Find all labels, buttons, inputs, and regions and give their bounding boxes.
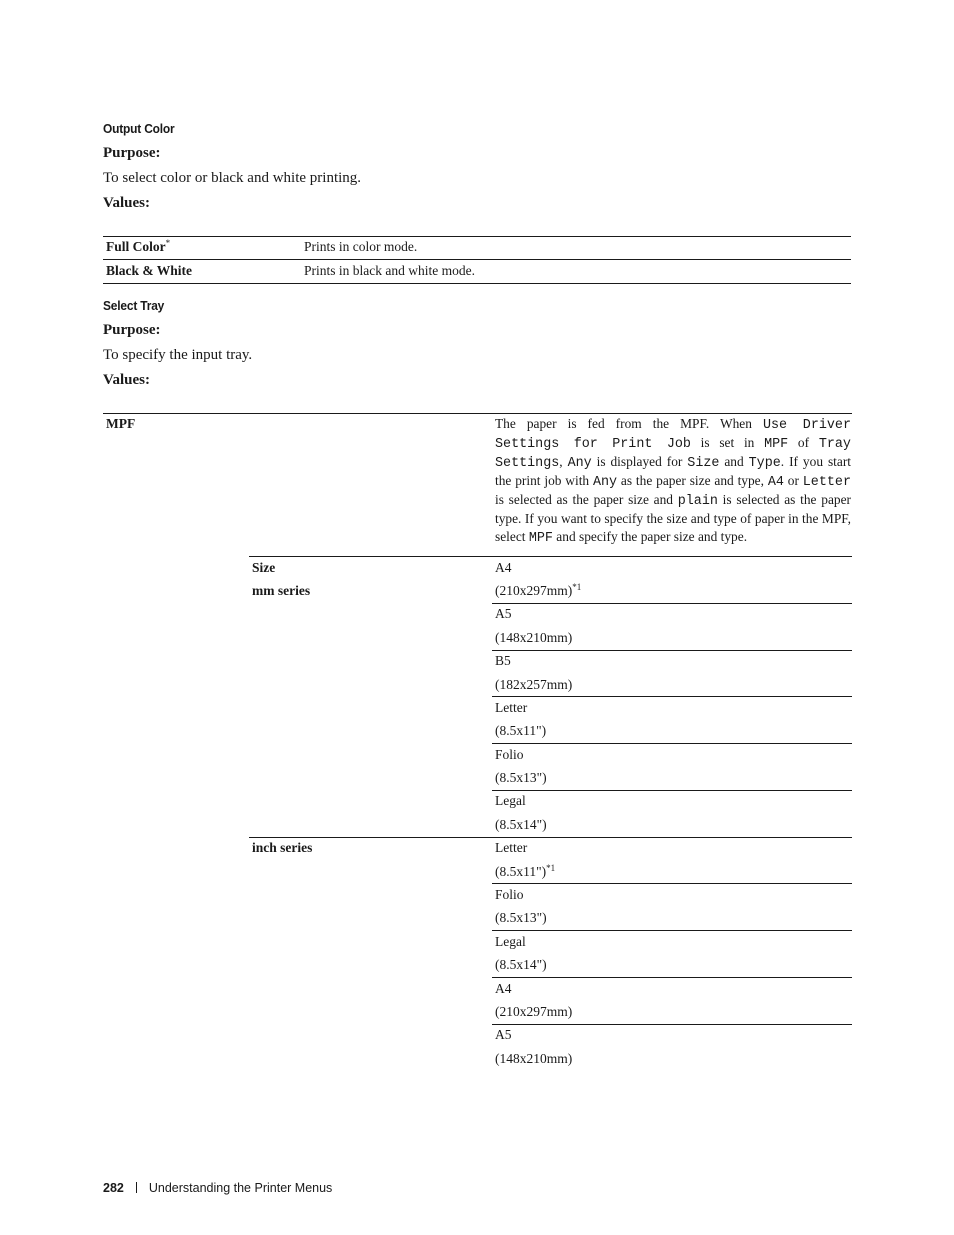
- size-option-name: A4: [495, 560, 512, 575]
- size-option-name: Legal: [495, 934, 526, 949]
- size-option-dimensions: (182x257mm): [495, 677, 573, 692]
- table-rule: [492, 696, 852, 697]
- size-option-name: Folio: [495, 747, 524, 762]
- size-option-dimensions: $(210x297mm)^{*1}$: [495, 582, 582, 598]
- table-rule: [492, 1024, 852, 1025]
- purpose-label: Purpose:: [103, 145, 161, 161]
- size-option-dimensions: (8.5x11")$^{*1}$: [495, 863, 556, 879]
- table-rule: [492, 883, 852, 884]
- size-option-dimensions: (8.5x13"): [495, 910, 547, 925]
- table-rule: [103, 413, 852, 414]
- size-option-name: A5: [495, 606, 512, 621]
- values-label: Values:: [103, 195, 150, 211]
- size-option-name: B5: [495, 653, 511, 668]
- size-label: Size: [252, 560, 276, 575]
- table-rule: [249, 837, 852, 838]
- footer-separator: [136, 1182, 137, 1193]
- purpose-label: Purpose:: [103, 322, 161, 338]
- default-mark: *1: [546, 863, 556, 873]
- mpf-description: The paper is fed from the MPF. When Use Driver Settings for Print Job is set in MPF of Tray Settings, Any is displayed for Size and Type. If you start the print job with Any as the paper size and type, A4 or Letter is selected as the paper size and plain is selected as the paper type. If you want to specify the size and type of paper in the MPF, select MPF and specify the paper size and type.: [495, 416, 852, 546]
- mm-series-label: mm series: [252, 583, 311, 598]
- page-number: 282: [103, 1181, 124, 1195]
- size-option-dimensions: (8.5x14"): [495, 957, 547, 972]
- value-description: Prints in color mode.: [304, 239, 418, 254]
- size-option-dimensions: (210x297mm): [495, 1004, 573, 1019]
- section-heading-output-color: Output Color: [103, 121, 175, 136]
- size-option-name: A5: [495, 1027, 512, 1042]
- section-heading-select-tray: Select Tray: [103, 298, 165, 313]
- values-label: Values:: [103, 372, 150, 388]
- footer-section-title: Understanding the Printer Menus: [148, 1181, 333, 1195]
- size-option-dimensions: (8.5x11"): [495, 723, 547, 738]
- table-rule: [492, 977, 852, 978]
- value-description: Prints in black and white mode.: [304, 263, 475, 278]
- size-option-dimensions: (8.5x14"): [495, 817, 547, 832]
- purpose-text: To specify the input tray.: [103, 347, 253, 363]
- table-rule: [249, 556, 852, 557]
- default-mark: *1: [572, 582, 582, 592]
- table-rule: [492, 790, 852, 791]
- size-option-name: A4: [495, 981, 512, 996]
- table-rule: [103, 259, 851, 260]
- size-option-name: Letter: [495, 840, 528, 855]
- value-name: Full Color: [106, 239, 166, 254]
- size-option-dimensions: (148x210mm): [495, 1051, 573, 1066]
- size-option-name: Folio: [495, 887, 524, 902]
- size-option-name: Letter: [495, 700, 528, 715]
- size-option-dimensions: (148x210mm): [495, 630, 573, 645]
- table-rule: [103, 283, 851, 284]
- table-rule: [492, 743, 852, 744]
- table-row: [106, 238, 170, 255]
- size-option-name: Legal: [495, 793, 526, 808]
- default-mark: *: [165, 238, 171, 248]
- inch-series-label: inch series: [252, 840, 313, 855]
- mpf-label: MPF: [106, 416, 136, 431]
- size-option-dimensions: (8.5x13"): [495, 770, 547, 785]
- table-rule: [103, 236, 851, 237]
- purpose-text: To select color or black and white printing.: [103, 170, 362, 186]
- table-rule: [492, 650, 852, 651]
- page-footer: [103, 1181, 332, 1195]
- table-row: [106, 262, 192, 279]
- value-name: Black & White: [106, 263, 193, 278]
- table-rule: [492, 603, 852, 604]
- table-rule: [492, 930, 852, 931]
